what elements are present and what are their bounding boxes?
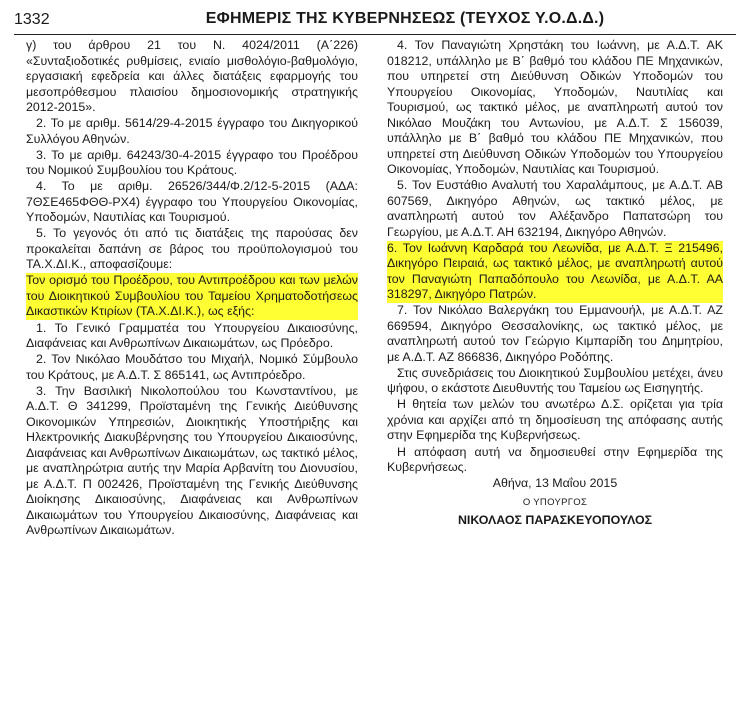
highlighted-member-6: 6. Τον Ιωάννη Καρδαρά του Λεωνίδα, με Α.Δ.Τ. Ξ 215496, Δικηγόρο Πειραιά, ως τακτικό μέλος, με αναπληρωτή αυτού τον Παναγιώτη Παπαδόπουλο του Λεωνίδα, με Α.Δ.Τ. ΑΑ 318297, Δικηγόρο Πατρών. (387, 240, 723, 302)
paragraph-item-2: 2. Το με αριθμ. 5614/29-4-2015 έγγραφο του Δικηγορικού Συλλόγου Αθηνών. (26, 116, 358, 146)
paragraph-term: Η θητεία των μελών του ανωτέρω Δ.Σ. ορίζεται για τρία χρόνια και αρχίζει από τη δημοσίευση της απόφασης αυτής στην Εφημερίδα της Κυβερνήσεως. (387, 397, 723, 443)
member-4: 4. Τον Παναγιώτη Χρηστάκη του Ιωάννη, με Α.Δ.Τ. ΑΚ 018212, υπάλληλο με Β΄ βαθμό του κλάδου ΠΕ Μηχανικών, που υπηρετεί στη Διεύθυνση Οδικών Υποδομών του Υπουργείου Οικονομίας, Υποδομών, Ναυτιλίας και Τουρισμού, ως τακτικό μέλος, με αναπληρωτή αυτού τον Νικόλαο Μουζάκη του Αντωνίου, με Α.Δ.Τ. Σ 156039, υπάλληλο με Β΄ βαθμό του κλάδου ΠΕ Μηχανικών, που υπηρετεί στη Διεύθυνση Οδικών Υποδομών του Υπουργείου Οικονομίας, Υποδομών, Ναυτιλίας και Τουρισμού. (387, 38, 723, 176)
member-3: 3. Την Βασιλική Νικολοπούλου του Κωνσταντίνου, με Α.Δ.Τ. Θ 341299, Προϊσταμένη της Γενικής Διεύθυνσης Οικονομικών Υπηρεσιών, Διοικητικής Υποστήριξης και Ηλεκτρονικής Διακυβέρνησης του Υπουργείου Δικαιοσύνης, Διαφάνειας και Ανθρωπίνων Δικαιωμάτων, ως τακτικό μέλος, με αναπληρώτρια αυτής την Μαρία Αρβανίτη του Διονυσίου, με Α.Δ.Τ. Π 002426, Προϊσταμένη της Γενικής Διεύθυνσης Διοίκησης Δικαιοσύνης, Διαφάνειας και Ανθρωπίνων Δικαιωμάτων του Υπουργείου Δικαιοσύνης, Διαφάνειας και Ανθρωπίνων Δικαιωμάτων. (26, 383, 358, 538)
member-5: 5. Τον Ευστάθιο Αναλυτή του Χαραλάμπους, με Α.Δ.Τ. ΑΒ 607569, Δικηγόρο Αθηνών, ως τακτικό μέλος, με αναπληρωτή αυτού τον Αλέξανδρο Παπατσώρη του Γεωργίου, με Α.Δ.Τ. ΑΗ 632194, Δικηγόρο Αθηνών. (387, 178, 723, 239)
page-header (14, 6, 736, 32)
date-place: Αθήνα, 13 Μαΐου 2015 (492, 476, 618, 491)
minister-name: ΝΙΚΟΛΑΟΣ ΠΑΡΑΣΚΕΥΟΠΟΥΛΟΣ (457, 513, 653, 528)
paragraph-item-5: 5. Το γεγονός ότι από τις διατάξεις της παρούσας δεν προκαλείται δαπάνη σε βάρος του προϋπολογισμού του ΤΑ.Χ.ΔΙ.Κ., αποφασίζουμε: (26, 226, 358, 272)
member-2: 2. Τον Νικόλαο Μουδάτσο του Μιχαήλ, Νομικό Σύμβουλο του Κράτους, με Α.Δ.Τ. Σ 865141, ως Αντιπρόεδρο. (26, 352, 358, 382)
highlighted-decision: Τον ορισμό του Προέδρου, του Αντιπροέδρου και των μελών του Διοικητικού Συμβουλίου του Ταμείου Χρηματοδοτήσεως Δικαστικών Κτιρίων (ΤΑ.Χ.ΔΙ.Κ.), ως εξής: (26, 273, 358, 319)
page-number: 1332 (14, 11, 50, 28)
header-rule (14, 34, 736, 35)
paragraph-sessions: Στις συνεδριάσεις του Διοικητικού Συμβουλίου μετέχει, άνευ ψήφου, ο εκάστοτε Διευθυντής του Ταμείου ως Εισηγητής. (387, 365, 723, 396)
left-column (26, 38, 358, 539)
paragraph-item-4: 4. Το με αριθμ. 26526/344/Φ.2/12-5-2015 (ΑΔΑ: 7ΘΣΕ465ΦΘΘ-ΡΧ4) έγγραφο του Υπουργείου Οικονομίας, Υποδομών, Ναυτιλίας και Τουρισμού. (26, 179, 358, 225)
paragraph-publish: Η απόφαση αυτή να δημοσιευθεί στην Εφημερίδα της Κυβερνήσεως. (387, 444, 723, 475)
member-1: 1. Το Γενικό Γραμματέα του Υπουργείου Δικαιοσύνης, Διαφάνειας και Ανθρωπίνων Δικαιωμάτων, ως Πρόεδρο. (26, 320, 358, 351)
journal-title: ΕΦΗΜΕΡΙΣ ΤΗΣ ΚΥΒΕΡΝΗΣΕΩΣ (ΤΕΥΧΟΣ Υ.Ο.Δ.Δ.) (205, 10, 605, 27)
paragraph-item-3: 3. Το με αριθμ. 64243/30-4-2015 έγγραφο του Προέδρου του Νομικού Συμβουλίου του Κράτους. (26, 147, 358, 178)
paragraph-law-citation: γ) του άρθρου 21 του Ν. 4024/2011 (Α΄226) «Συνταξιοδοτικές ρυθμίσεις, ενιαίο μισθολόγιο-βαθμολόγιο, εργασιακή εφεδρεία και άλλες διατάξεις εφαρμογής του μεσοπρόθεσμου πλαισίου δημοσιονομικής στρατηγικής 2012-2015». (26, 38, 358, 114)
member-7: 7. Τον Νικόλαο Βαλεργάκη του Εμμανουήλ, με Α.Δ.Τ. ΑΖ 669594, Δικηγόρο Θεσσαλονίκης, ως τακτικό μέλος, με αναπληρωτή αυτού τον Γεώργιο Κιμπαρίδη του Δημητρίου, με Α.Δ.Τ. ΑΖ 866836, Δικηγόρο Ροδόπης. (387, 303, 723, 364)
minister-title: Ο ΥΠΟΥΡΓΟΣ (522, 496, 588, 508)
right-column (387, 38, 723, 529)
